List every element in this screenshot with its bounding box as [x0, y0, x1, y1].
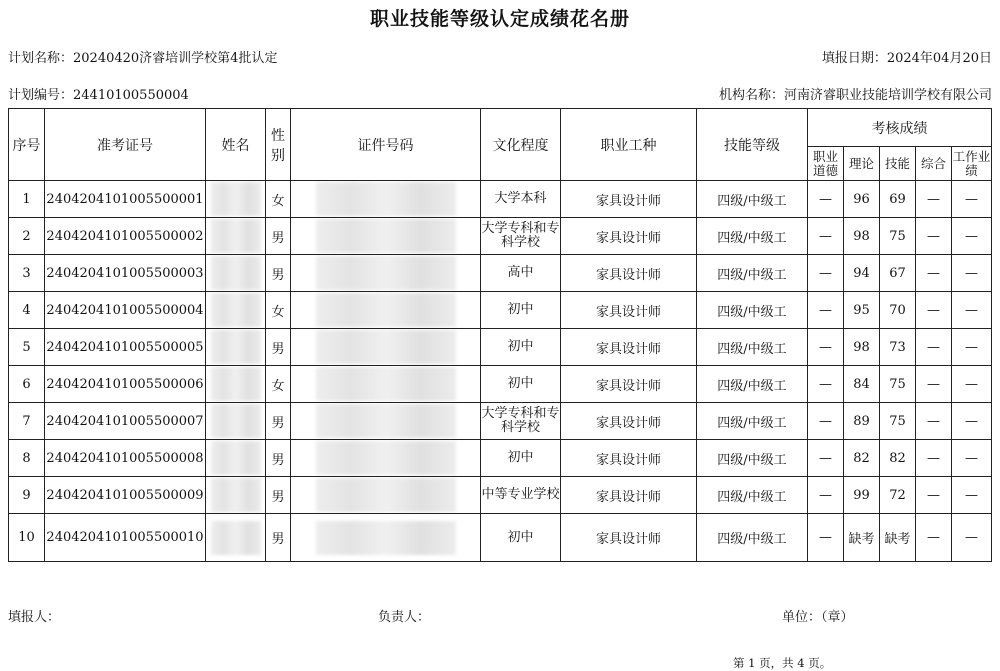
redacted-id-cell: [291, 440, 481, 477]
redaction-blur: [211, 367, 261, 401]
header-scores: 考核成绩: [808, 109, 992, 147]
cell-overall: —: [916, 255, 952, 292]
table-row: [9, 514, 992, 562]
redacted-id-cell: [291, 366, 481, 403]
cell-gender: 男: [266, 440, 291, 477]
cell-seq: 1: [9, 181, 45, 218]
cell-gender: 男: [266, 403, 291, 440]
org-name: [719, 84, 992, 103]
cell-skill: 67: [880, 255, 916, 292]
cell-education: 大学专科和专科学校: [481, 218, 561, 255]
redacted-name-cell: [206, 514, 266, 562]
cell-education: 初中: [481, 329, 561, 366]
cell-gender: 男: [266, 255, 291, 292]
header-ticket: 准考证号: [45, 109, 206, 181]
redaction-blur: [211, 330, 261, 364]
cell-theory: 缺考: [844, 514, 880, 562]
cell-level: 四级/中级工: [697, 514, 808, 562]
header-idno: 证件号码: [291, 109, 481, 181]
redaction-blur: [211, 478, 261, 512]
fill-date-value: 2024年04月20日: [886, 51, 992, 66]
cell-skill: 75: [880, 218, 916, 255]
redaction-blur: [316, 330, 456, 364]
plan-name: [8, 47, 277, 66]
table-row: [9, 440, 992, 477]
cell-overall: —: [916, 218, 952, 255]
table-row: [9, 255, 992, 292]
redaction-blur: [211, 441, 261, 475]
cell-overall: —: [916, 292, 952, 329]
cell-ticket: 2404204101005500002: [45, 218, 206, 255]
cell-theory: 95: [844, 292, 880, 329]
redacted-name-cell: [206, 329, 266, 366]
cell-ethics: —: [808, 366, 844, 403]
cell-theory: 84: [844, 366, 880, 403]
cell-theory: 98: [844, 329, 880, 366]
cell-work: —: [952, 255, 992, 292]
redaction-blur: [316, 182, 456, 216]
page-title: 职业技能等级认定成绩花名册: [369, 8, 630, 30]
cell-theory: 94: [844, 255, 880, 292]
cell-skill: 72: [880, 477, 916, 514]
footer-responsible: 负责人：: [378, 610, 431, 625]
cell-seq: 7: [9, 403, 45, 440]
redaction-blur: [211, 404, 261, 438]
redaction-blur: [316, 441, 456, 475]
plan-number-label: 计划编号：: [8, 88, 74, 103]
cell-theory: 96: [844, 181, 880, 218]
cell-skill: 69: [880, 181, 916, 218]
cell-ticket: 2404204101005500001: [45, 181, 206, 218]
header-theory: 理论: [844, 147, 880, 181]
table-row: [9, 181, 992, 218]
redacted-id-cell: [291, 255, 481, 292]
redaction-blur: [316, 478, 456, 512]
cell-education: 初中: [481, 292, 561, 329]
redaction-blur: [211, 521, 261, 555]
cell-overall: —: [916, 477, 952, 514]
org-name-value: 河南济睿职业技能培训学校有限公司: [783, 88, 992, 103]
cell-seq: 6: [9, 366, 45, 403]
cell-level: 四级/中级工: [697, 292, 808, 329]
cell-gender: 女: [266, 366, 291, 403]
redaction-blur: [316, 256, 456, 290]
cell-gender: 男: [266, 329, 291, 366]
cell-ethics: —: [808, 477, 844, 514]
cell-work: —: [952, 440, 992, 477]
score-roster-table: [8, 108, 992, 562]
footer-filler: 填报人：: [8, 610, 61, 625]
header-name: 姓名: [206, 109, 266, 181]
cell-ticket: 2404204101005500009: [45, 477, 206, 514]
cell-level: 四级/中级工: [697, 477, 808, 514]
cell-level: 四级/中级工: [697, 440, 808, 477]
cell-skill: 82: [880, 440, 916, 477]
cell-seq: 8: [9, 440, 45, 477]
cell-seq: 9: [9, 477, 45, 514]
cell-overall: —: [916, 440, 952, 477]
redaction-blur: [211, 219, 261, 253]
cell-education: 大学本科: [481, 181, 561, 218]
cell-work: —: [952, 366, 992, 403]
header-education: 文化程度: [481, 109, 561, 181]
redaction-blur: [316, 219, 456, 253]
cell-gender: 女: [266, 181, 291, 218]
table-row: [9, 366, 992, 403]
cell-occupation: 家具设计师: [561, 366, 697, 403]
redacted-id-cell: [291, 477, 481, 514]
cell-work: —: [952, 292, 992, 329]
cell-theory: 98: [844, 218, 880, 255]
redacted-id-cell: [291, 292, 481, 329]
cell-ticket: 2404204101005500007: [45, 403, 206, 440]
cell-work: —: [952, 477, 992, 514]
footer-unit: 单位：（章）: [782, 610, 854, 625]
cell-skill: 75: [880, 403, 916, 440]
cell-ethics: —: [808, 403, 844, 440]
cell-work: —: [952, 218, 992, 255]
cell-overall: —: [916, 514, 952, 562]
cell-ticket: 2404204101005500005: [45, 329, 206, 366]
cell-level: 四级/中级工: [697, 181, 808, 218]
table-row: [9, 477, 992, 514]
cell-ticket: 2404204101005500010: [45, 514, 206, 562]
redacted-id-cell: [291, 514, 481, 562]
plan-name-value: 20240420济睿培训学校第4批认定: [73, 51, 278, 66]
plan-name-label: 计划名称：: [8, 51, 74, 66]
redacted-name-cell: [206, 255, 266, 292]
cell-skill: 70: [880, 292, 916, 329]
cell-gender: 男: [266, 218, 291, 255]
cell-work: —: [952, 514, 992, 562]
header-occupation: 职业工种: [561, 109, 697, 181]
plan-number: [8, 84, 189, 103]
cell-education: 中等专业学校: [481, 477, 561, 514]
cell-occupation: 家具设计师: [561, 514, 697, 562]
redacted-id-cell: [291, 403, 481, 440]
cell-overall: —: [916, 329, 952, 366]
cell-occupation: 家具设计师: [561, 403, 697, 440]
redaction-blur: [316, 367, 456, 401]
page-indicator: 第 1 页，共 4 页。: [733, 656, 832, 670]
plan-number-value: 24410100550004: [73, 88, 189, 103]
cell-education: 大学专科和专科学校: [481, 403, 561, 440]
fill-date: [822, 47, 992, 66]
cell-occupation: 家具设计师: [561, 440, 697, 477]
cell-ethics: —: [808, 255, 844, 292]
cell-occupation: 家具设计师: [561, 255, 697, 292]
cell-education: 初中: [481, 514, 561, 562]
cell-seq: 3: [9, 255, 45, 292]
cell-ethics: —: [808, 440, 844, 477]
cell-level: 四级/中级工: [697, 329, 808, 366]
table-row: [9, 403, 992, 440]
cell-level: 四级/中级工: [697, 403, 808, 440]
cell-ticket: 2404204101005500006: [45, 366, 206, 403]
header-level: 技能等级: [697, 109, 808, 181]
cell-gender: 男: [266, 514, 291, 562]
redacted-name-cell: [206, 440, 266, 477]
cell-gender: 男: [266, 477, 291, 514]
header-seq: 序号: [9, 109, 45, 181]
cell-theory: 82: [844, 440, 880, 477]
cell-seq: 2: [9, 218, 45, 255]
cell-occupation: 家具设计师: [561, 181, 697, 218]
cell-overall: —: [916, 181, 952, 218]
cell-work: —: [952, 329, 992, 366]
cell-skill: 缺考: [880, 514, 916, 562]
table-row: [9, 218, 992, 255]
cell-overall: —: [916, 403, 952, 440]
cell-work: —: [952, 403, 992, 440]
cell-ticket: 2404204101005500003: [45, 255, 206, 292]
header-work: 工作业绩: [952, 147, 992, 181]
cell-ethics: —: [808, 181, 844, 218]
cell-ticket: 2404204101005500004: [45, 292, 206, 329]
redacted-name-cell: [206, 366, 266, 403]
cell-level: 四级/中级工: [697, 255, 808, 292]
redacted-name-cell: [206, 181, 266, 218]
redacted-name-cell: [206, 477, 266, 514]
cell-gender: 女: [266, 292, 291, 329]
table-row: [9, 292, 992, 329]
cell-education: 初中: [481, 440, 561, 477]
table-row: [9, 329, 992, 366]
cell-ethics: —: [808, 218, 844, 255]
cell-skill: 75: [880, 366, 916, 403]
cell-occupation: 家具设计师: [561, 292, 697, 329]
redacted-id-cell: [291, 329, 481, 366]
cell-level: 四级/中级工: [697, 218, 808, 255]
redaction-blur: [316, 521, 456, 555]
redacted-id-cell: [291, 181, 481, 218]
cell-ticket: 2404204101005500008: [45, 440, 206, 477]
cell-theory: 99: [844, 477, 880, 514]
header-skill: 技能: [880, 147, 916, 181]
cell-ethics: —: [808, 292, 844, 329]
org-name-label: 机构名称：: [718, 88, 784, 103]
cell-occupation: 家具设计师: [561, 477, 697, 514]
cell-seq: 4: [9, 292, 45, 329]
cell-ethics: —: [808, 514, 844, 562]
redaction-blur: [211, 293, 261, 327]
cell-level: 四级/中级工: [697, 366, 808, 403]
cell-seq: 10: [9, 514, 45, 562]
cell-work: —: [952, 181, 992, 218]
redacted-name-cell: [206, 218, 266, 255]
cell-occupation: 家具设计师: [561, 329, 697, 366]
redaction-blur: [211, 256, 261, 290]
cell-education: 高中: [481, 255, 561, 292]
redacted-id-cell: [291, 218, 481, 255]
redaction-blur: [316, 404, 456, 438]
redacted-name-cell: [206, 292, 266, 329]
cell-seq: 5: [9, 329, 45, 366]
cell-occupation: 家具设计师: [561, 218, 697, 255]
redaction-blur: [211, 182, 261, 216]
cell-ethics: —: [808, 329, 844, 366]
fill-date-label: 填报日期：: [821, 51, 887, 66]
header-overall: 综合: [916, 147, 952, 181]
header-gender: 性别: [266, 109, 291, 181]
header-ethics: 职业道德: [808, 147, 844, 181]
cell-skill: 73: [880, 329, 916, 366]
cell-theory: 89: [844, 403, 880, 440]
redacted-name-cell: [206, 403, 266, 440]
redaction-blur: [316, 293, 456, 327]
cell-education: 初中: [481, 366, 561, 403]
cell-overall: —: [916, 366, 952, 403]
